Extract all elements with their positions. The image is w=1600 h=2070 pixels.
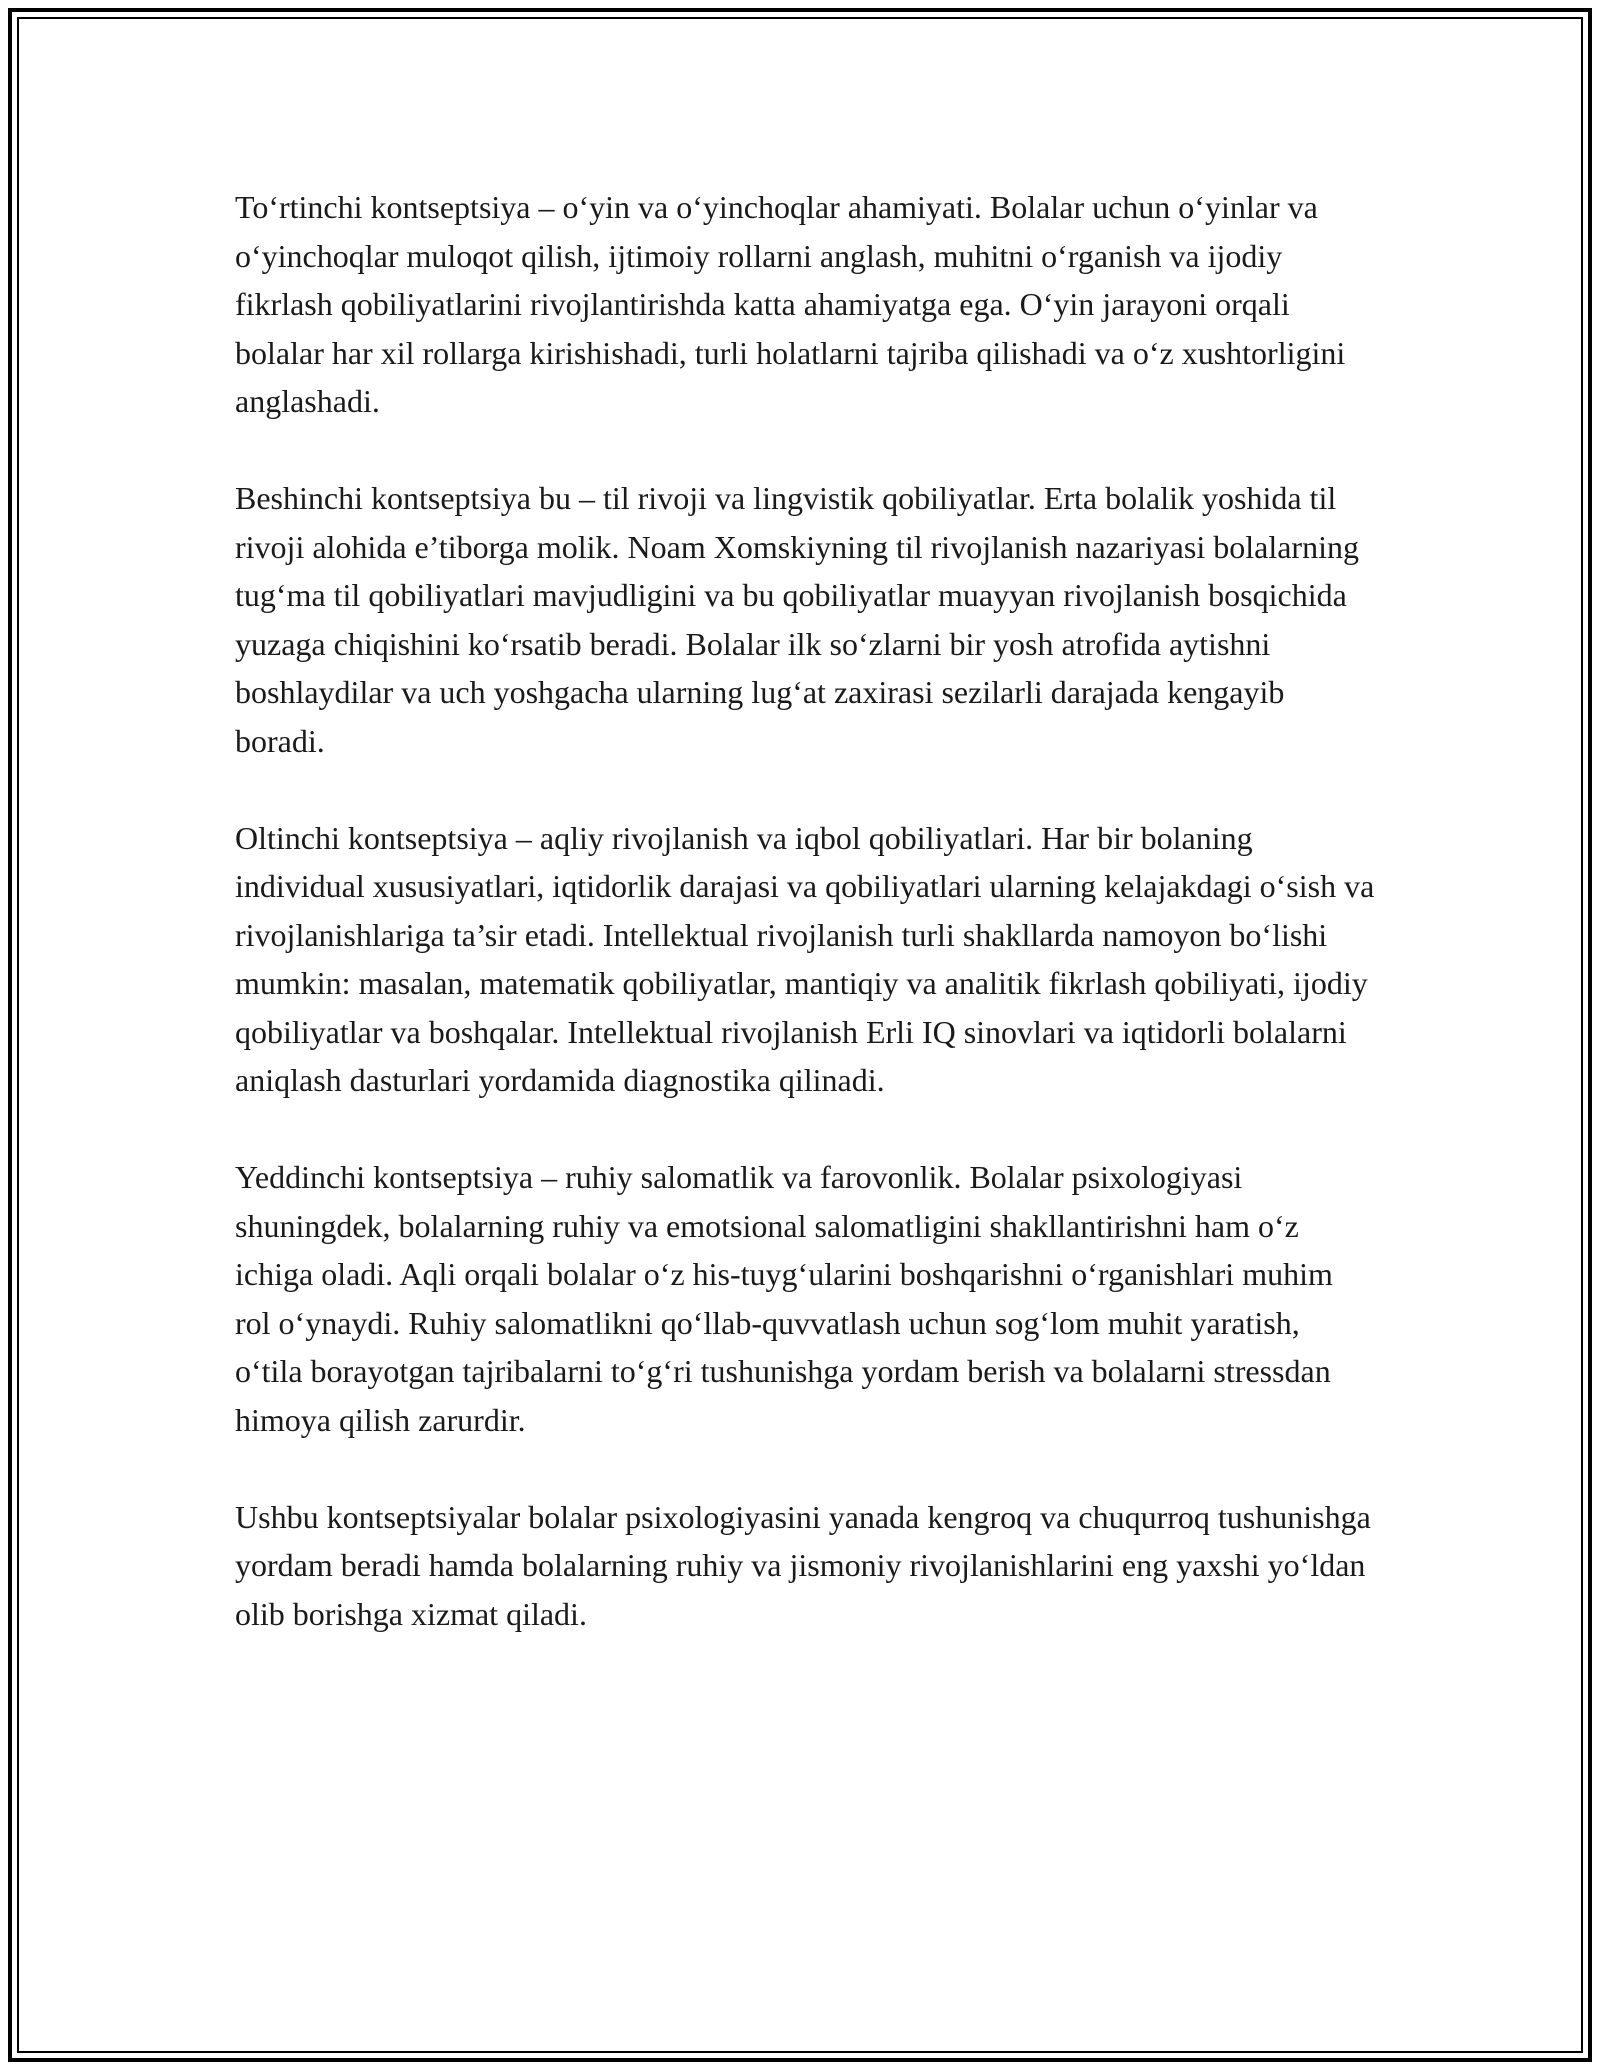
- document-body: [235, 183, 1375, 1687]
- paragraph-conclusion: Ushbu kontseptsiyalar bolalar psixologiyasini yanada kengroq va chuqurroq tushunishga yordam beradi hamda bolalarning ruhiy va jismoniy rivojlanishlarini eng yaxshi yo‘ldan olib borishga xizmat qiladi.: [235, 1498, 1371, 1632]
- paragraph-seventh-concept: Yeddinchi kontseptsiya – ruhiy salomatlik va farovonlik. Bolalar psixologiyasi shuningdek, bolalarning ruhiy va emotsional salomatligini shakllantirishni ham o‘z ichiga oladi. Aqli orqali bolalar o‘z his-tuyg‘ularini boshqarishni o‘rganishlari muhim rol o‘ynaydi. Ruhiy salomatlikni qo‘llab-quvvatlash uchun sog‘lom muhit yaratish, o‘tila borayotgan tajribalarni to‘g‘ri tushunishga yordam berish va bolalarni stressdan himoya qilish zarurdir.: [235, 1159, 1333, 1438]
- paragraph-sixth-concept: Oltinchi kontseptsiya – aqliy rivojlanish va iqbol qobiliyatlari. Har bir bolaning individual xususiyatlari, iqtidorlik darajasi va qobiliyatlari ularning kelajakdagi o‘sish va rivojlanishlariga ta’sir etadi. Intellektual rivojlanish turli shakllarda namoyon bo‘lishi mumkin: masalan, matematik qobiliyatlar, mantiqiy va analitik fikrlash qobiliyati, ijodiy qobiliyatlar va boshqalar. Intellektual rivojlanish Erli IQ sinovlari va iqtidorli bolalarni aniqlash dasturlari yordamida diagnostika qilinadi.: [235, 819, 1375, 1098]
- paragraph-fifth-concept: Beshinchi kontseptsiya bu – til rivoji va lingvistik qobiliyatlar. Erta bolalik yoshida til rivoji alohida e’tiborga molik. Noam Xomskiyning til rivojlanish nazariyasi bolalarning tug‘ma til qobiliyatlari mavjudligini va bu qobiliyatlar muayyan rivojlanish bosqichida yuzaga chiqishini ko‘rsatib beradi. Bolalar ilk so‘zlarni bir yosh atrofida aytishni boshlaydilar va uch yoshgacha ularning lug‘at zaxirasi sezilarli darajada kengayib boradi.: [235, 480, 1359, 759]
- paragraph-fourth-concept: To‘rtinchi kontseptsiya – o‘yin va o‘yinchoqlar ahamiyati. Bolalar uchun o‘yinlar va o‘yinchoqlar muloqot qilish, ijtimoiy rollarni anglash, muhitni o‘rganish va ijodiy fikrlash qobiliyatlarini rivojlantirishda katta ahamiyatga ega. O‘yin jarayoni orqali bolalar har xil rollarga kirishishadi, turli holatlarni tajriba qilishadi va o‘z xushtorligini anglashadi.: [235, 189, 1346, 419]
